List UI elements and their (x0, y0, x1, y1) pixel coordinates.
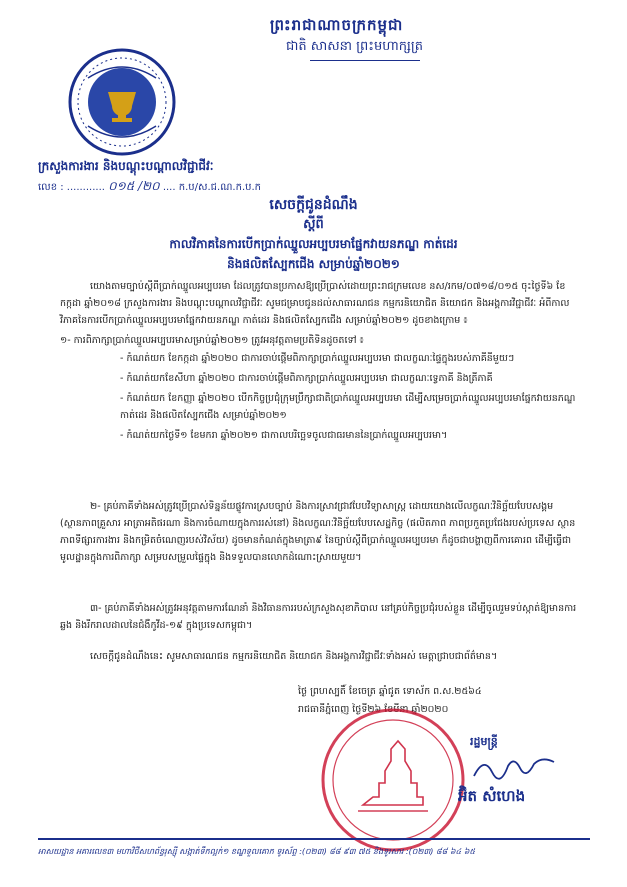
document-subject-line2: និងផលិតស្បែកជើង សម្រាប់ឆ្នាំ២០២១ (227, 257, 400, 271)
list-item: - កំណត់យកខែសីហា ឆ្នាំ២០២០ ជាការចាប់ផ្ដើមពិភាក្សាប្រាក់ឈ្នួលអប្បបរមា ជាលក្ខណៈទ្វេភាគី និងត្រីភាគី (120, 373, 493, 384)
intro-paragraph: យោងតាមច្បាប់ស្ដីពីប្រាក់ឈ្នួលអប្បបរមា ដែលត្រូវបានប្រកាសឱ្យប្រើប្រាស់ដោយព្រះរាជក្រមលេខ នស/រកម/០៧១៨/០១៥ ចុះថ្ងៃទី៦ ខែកក្កដា ឆ្នាំ២០១៨ ក្រសួងការងារ និងបណ្ដុះបណ្ដាលវិជ្ជាជីវៈ សូមជម្រាបជូនដល់សាធារណជន កម្មករនិយោជិត និយោជក និងអង្គការវិជ្ជាជីវៈ អំពីកាលវិភាគនៃការបើកប្រាក់ឈ្នួលអប្បបរមាផ្នែកវាយនភណ្ឌ កាត់ដេរ និងផលិតស្បែកជើង សម្រាប់ឆ្នាំ២០២១ ដូចខាងក្រោម ៖ (60, 281, 570, 326)
list-item: - កំណត់យក ខែកញ្ញា ឆ្នាំ២០២០ បើកកិច្ចប្រជុំក្រុមប្រឹក្សាជាតិប្រាក់ឈ្នួលអប្បបរមា ដើម្បីសម្រេចប្រាក់ឈ្នួលអប្បបរមាផ្នែកវាយនភណ្ឌ កាត់ដេរ និងផលិតស្បែកជើង សម្រាប់ឆ្នាំ២០២១ (120, 393, 576, 421)
reference-suffix: ក.ប/ស.ជ.ណ.ក.ប.ក (178, 182, 261, 193)
official-stamp-icon (318, 705, 468, 855)
footer-divider (38, 838, 590, 840)
item-3-paragraph: ៣- គ្រប់ភាគីទាំងអស់ត្រូវអនុវត្តតាមការណែនាំ និងវិធានការរបស់ក្រសួងសុខាភិបាល នៅគ្រប់កិច្ចប្រជុំរបស់ខ្លួន ដើម្បីចូលរួមទប់ស្កាត់ឱ្យមានការឆ្លង និងរីករាលដាលនៃជំងឺកូវីដ-១៩ ក្នុងប្រទេសកម្ពុជា។ (60, 603, 577, 631)
list-item: - កំណត់យកថ្ងៃទី១ ខែមករា ឆ្នាំ២០២១ ជាកាលបរិច្ឆេទចូលជាធរមាននៃប្រាក់ឈ្នួលអប្បបរមា។ (120, 430, 448, 441)
motto-divider (310, 60, 420, 61)
closing-paragraph: សេចក្ដីជូនដំណឹងនេះ សូមសាធារណជន កម្មករនិយោជិត និយោជក និងអង្គការវិជ្ជាជីវៈទាំងអស់ មេត្តាជ្រាបជាព័ត៌មាន។ (90, 651, 498, 662)
reference-number: លេខ : ............ ០១៥ /២០ .... ក.ប/ស.ជ.ណ.ក.ប.ក (38, 179, 261, 193)
footer-address: អាសយដ្ឋាន អគារលេខ៣ មហាវិថីសហព័ន្ធរុស្ស៊ី សង្កាត់ទឹកល្អក់១ ខណ្ឌទួលគោក ទូរស័ព្ទ :(០២៣) ៨៨ ៩៣ ៧៥ និងទូរសារ :(០២៣) ៨៨ ៦៤ ៦៥ (38, 847, 476, 856)
schedule-list (120, 350, 580, 447)
solar-date: រាជធានីភ្នំពេញ ថ្ងៃទី២៦ ខែមីនា ឆ្នាំ២០២០ (298, 704, 449, 715)
reference-label: លេខ : (38, 182, 64, 193)
signer-name: អ៊ិត សំហេង (458, 787, 526, 805)
handwritten-signature-icon (470, 752, 560, 786)
item-1-heading: ១- ការពិភាក្សាប្រាក់ឈ្នួលអប្បបរមាសម្រាប់ឆ្នាំ២០២១ ត្រូវអនុវត្តតាមប្រតិទិនដូចតទៅ ៖ (60, 335, 364, 346)
lunar-date: ថ្ងៃ ព្រហស្បតិ៍ ខែចេត្រ ឆ្នាំជូត ទោស័ក ព.ស.២៥៦៤ (298, 686, 482, 697)
kingdom-heading: ព្រះរាជាណាចក្រកម្ពុជា (270, 16, 404, 34)
list-item: - កំណត់យក ខែកក្កដា ឆ្នាំ២០២០ ជាការចាប់ផ្ដើមពិភាក្សាប្រាក់ឈ្នួលអប្បបរមា ជាលក្ខណៈផ្ទៃក្នុងរបស់ភាគីនីមួយៗ (120, 353, 515, 364)
reference-handwritten: ០១៥ /២០ (108, 179, 160, 193)
ministry-name: ក្រសួងការងារ និងបណ្ដុះបណ្ដាលវិជ្ជាជីវៈ (38, 159, 214, 173)
minister-title: រដ្ឋមន្ត្រី (470, 735, 498, 748)
document-title: សេចក្ដីជូនដំណឹង (269, 197, 358, 213)
document-subtitle: ស្ដីពី (303, 217, 324, 232)
ministry-logo-icon (68, 48, 176, 156)
national-motto: ជាតិ សាសនា ព្រះមហាក្សត្រ (286, 39, 423, 54)
document-subject-line1: កាលវិភាគនៃការបើកប្រាក់ឈ្នួលអប្បបរមាផ្នែកវាយនភណ្ឌ កាត់ដេរ (169, 237, 458, 251)
item-2-paragraph: ២- គ្រប់ភាគីទាំងអស់ត្រូវប្រើប្រាស់ទិន្នន័យផ្លូវការស្របច្បាប់ និងការស្រាវជ្រាវបែបវិទ្យាសាស្ត្រ ដោយយោងលើលក្ខណៈវិនិច្ឆ័យបែបសង្គម (ស្ថានភាពគ្រួសារ អាត្រាអតិផរណា និងការចំណាយក្នុងការរស់នៅ) និងលក្ខណៈវិនិច្ឆ័យបែបសេដ្ឋកិច្ច (ផលិតភាព ភាពប្រកួតប្រជែងរបស់ប្រទេស ស្ថានភាពទីផ្សារការងារ និងកម្រិតចំណេញរបស់វិស័យ) ដូចមានកំណត់ក្នុងមាត្រា៩ នៃច្បាប់ស្ដីពីប្រាក់ឈ្នួលអប្បបរមា ក៏ដូចជាបង្ហាញពីការគោរព ដើម្បីធ្វើជាមូលដ្ឋានក្នុងការពិភាក្សា សម្របសម្រួលផ្ទៃក្នុង និងទទួលបានលោកដំណោះស្រាយមួយ។ (60, 501, 576, 563)
